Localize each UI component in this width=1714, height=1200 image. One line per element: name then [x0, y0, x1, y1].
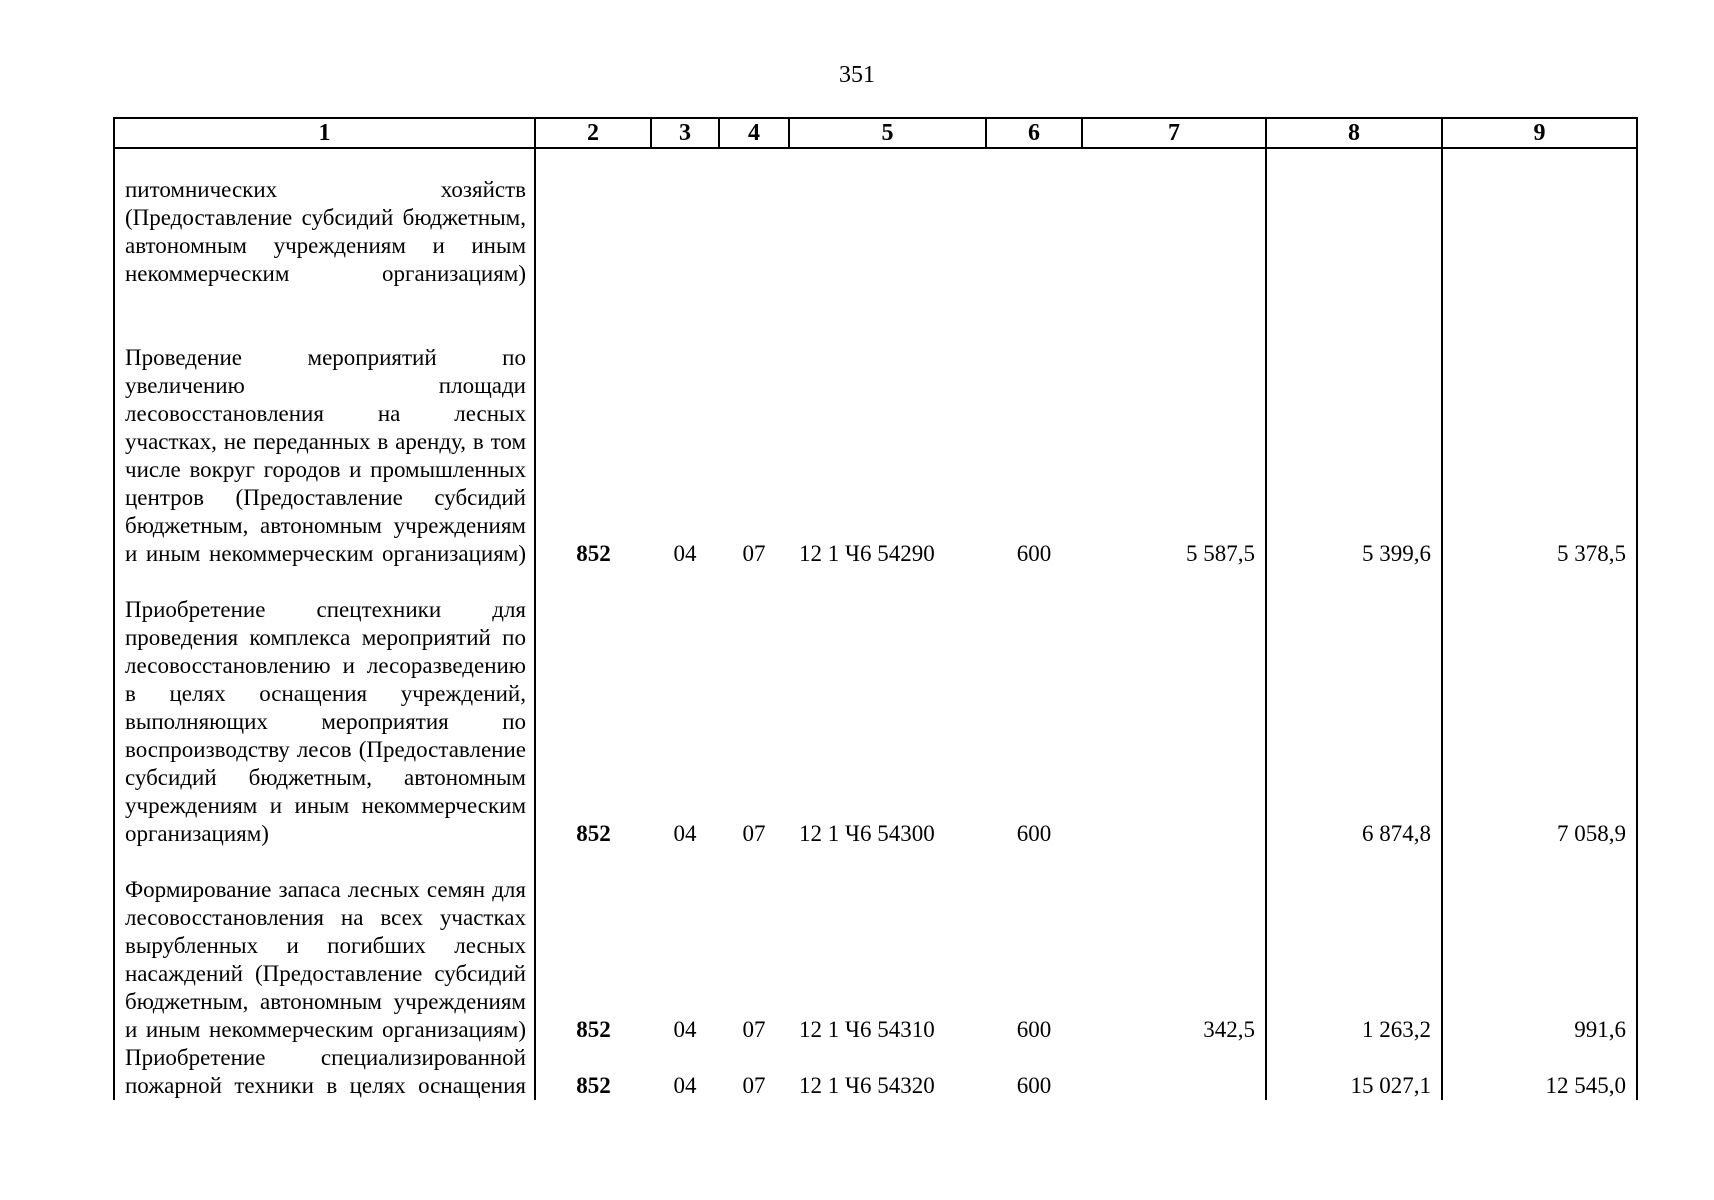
row-description: Формирование запаса лесных семян для лесовосстановления на всех участках вырубленных и погибших лесных насаждений (Предоставление субсидий бюджетным, автономным учреждениям и иным некоммерческим организациям) — [114, 848, 535, 1044]
row-code-ministry: 852 — [535, 1044, 651, 1100]
table-row — [114, 288, 1637, 568]
row-code-expense-type: 600 — [1016, 821, 1052, 846]
row-description: питомнических хозяйств (Предоставление субсидий бюджетным, автономным учреждениям и иным некоммерческим организациям) — [114, 148, 535, 288]
column-header-9: 9 — [1442, 118, 1637, 148]
table-row — [114, 148, 1637, 288]
column-header-8: 8 — [1266, 118, 1442, 148]
row-code-expense-type: 600 — [1016, 1073, 1052, 1098]
row-code-ministry — [535, 148, 651, 288]
row-amount-col8: 6 874,8 — [1266, 568, 1442, 848]
row-code-section: 04 — [673, 541, 697, 566]
row-description: Приобретение специализированной пожарной техники в целях оснащения — [114, 1044, 535, 1100]
row-code-ministry: 852 — [535, 288, 651, 568]
row-code-expense-type: 600 — [1016, 541, 1052, 566]
row-amount-col8 — [1266, 148, 1442, 288]
row-amount-col8: 5 399,6 — [1266, 288, 1442, 568]
row-amount-col8: 1 263,2 — [1266, 848, 1442, 1044]
page-number: 351 — [839, 62, 875, 88]
row-amount-col9 — [1442, 148, 1637, 288]
row-amount-col7: 5 587,5 — [1082, 288, 1266, 568]
column-header-2: 2 — [535, 118, 651, 148]
row-amount-col9: 12 545,0 — [1442, 1044, 1637, 1100]
row-code-section: 04 — [673, 1073, 697, 1098]
row-description: Приобретение спецтехники для проведения комплекса мероприятий по лесовосстановлению и лесоразведению в целях оснащения учреждений, выполняющих мероприятия по воспроизводству лесов (Предоставление субсидий бюджетным, автономным учреждениям и иным некоммерческим организациям) — [114, 568, 535, 848]
row-code-subsection: 07 — [742, 1073, 766, 1098]
row-amount-col7: 342,5 — [1082, 848, 1266, 1044]
row-code-expense-type — [986, 148, 1082, 288]
row-amount-col7 — [1082, 148, 1266, 288]
column-header-4: 4 — [719, 118, 789, 148]
row-amount-col9: 991,6 — [1442, 848, 1637, 1044]
row-code-section — [651, 148, 719, 288]
row-code-ministry: 852 — [535, 568, 651, 848]
row-description: Проведение мероприятий по увеличению площади лесовосстановления на лесных участках, не переданных в аренду, в том числе вокруг городов и промышленных центров (Предоставление субсидий бюджетным, автономным учреждениям и иным некоммерческим организациям) — [114, 288, 535, 568]
table-row — [114, 1044, 1637, 1100]
table-body — [114, 148, 1637, 1100]
row-code-section: 04 — [673, 1017, 697, 1042]
row-code-expense-type: 600 — [1016, 1017, 1052, 1042]
row-code-subsection: 07 — [742, 821, 766, 846]
table-row — [114, 848, 1637, 1044]
row-code-subsection: 07 — [742, 541, 766, 566]
row-code-target: 12 1 Ч6 54290 — [799, 541, 935, 566]
row-code-target — [789, 148, 986, 288]
row-amount-col7 — [1082, 568, 1266, 848]
column-header-6: 6 — [986, 118, 1082, 148]
row-code-subsection — [719, 148, 789, 288]
row-code-target: 12 1 Ч6 54300 — [799, 821, 935, 846]
row-code-target: 12 1 Ч6 54320 — [799, 1073, 935, 1098]
row-code-section: 04 — [673, 821, 697, 846]
column-header-1: 1 — [114, 118, 535, 148]
row-amount-col7 — [1082, 1044, 1266, 1100]
table-header — [114, 118, 1637, 148]
row-amount-col9: 5 378,5 — [1442, 288, 1637, 568]
column-header-7: 7 — [1082, 118, 1266, 148]
column-header-5: 5 — [789, 118, 986, 148]
row-code-ministry: 852 — [535, 848, 651, 1044]
table-row — [114, 568, 1637, 848]
budget-table — [113, 117, 1638, 1100]
row-amount-col9: 7 058,9 — [1442, 568, 1637, 848]
row-amount-col8: 15 027,1 — [1266, 1044, 1442, 1100]
column-header-3: 3 — [651, 118, 719, 148]
row-code-target: 12 1 Ч6 54310 — [799, 1017, 935, 1042]
row-code-subsection: 07 — [742, 1017, 766, 1042]
